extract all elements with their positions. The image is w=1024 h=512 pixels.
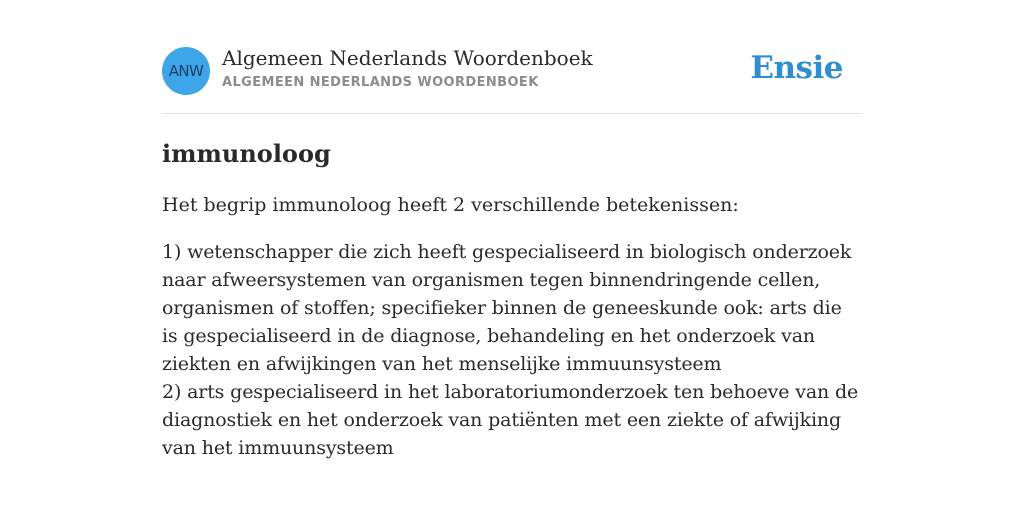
anw-logo[interactable]: ANW — [162, 47, 210, 95]
entry-intro: Het begrip immunoloog heeft 2 verschillende betekenissen: — [162, 194, 739, 216]
headword: immunoloog — [162, 139, 331, 168]
ensie-logo[interactable]: Ensie — [750, 50, 843, 86]
entry-card — [162, 46, 862, 462]
definition-item: 2) arts gespecialiseerd in het laboratoriumonderzoek ten behoeve van de diagnostiek en het onderzoek van patiënten met een ziekte of afwijking van het immuunsysteem — [162, 381, 859, 459]
source-header — [162, 46, 862, 114]
source-subtitle: ALGEMEEN NEDERLANDS WOORDENBOEK — [222, 75, 539, 90]
definition-item: 1) wetenschapper die zich heeft gespecialiseerd in biologisch onderzoek naar afweersystemen van organismen tegen binnendringende cellen, organismen of stoffen; specifieker binnen de geneeskunde ook: arts die is gespecialiseerd in de diagnose, behandeling en het onderzoek van ziekten en afwijkingen van het menselijke immuunsysteem — [162, 241, 852, 375]
definition-list — [162, 238, 862, 462]
source-title[interactable]: Algemeen Nederlands Woordenboek — [222, 46, 593, 70]
